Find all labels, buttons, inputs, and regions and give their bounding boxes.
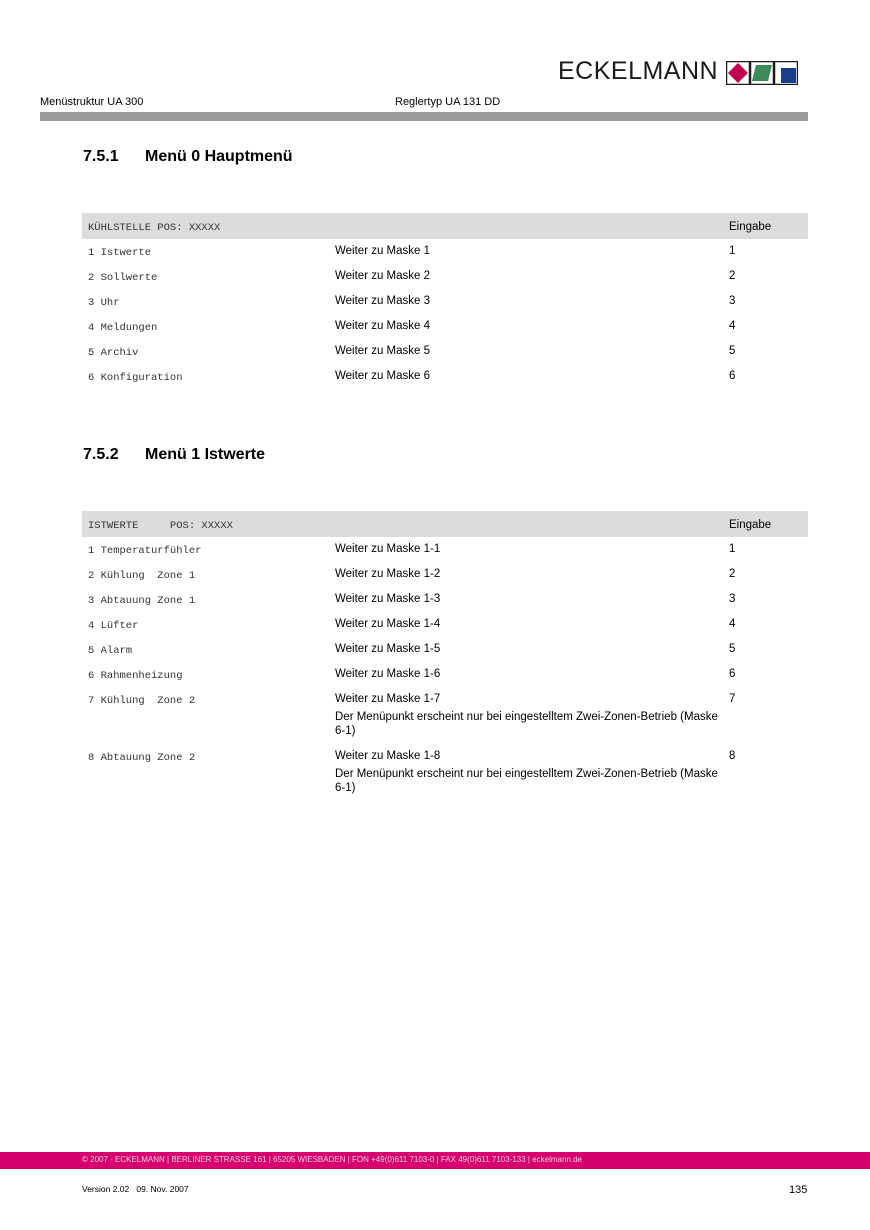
row-text: Weiter zu Maske 1-7 — [335, 693, 441, 705]
row-text: Weiter zu Maske 4 — [335, 320, 431, 332]
header-controller-type: Reglertyp UA 131 DD — [395, 96, 501, 108]
menu-table-actual-values — [82, 511, 808, 801]
row-label: 2 Kühlung Zone 1 — [88, 570, 196, 582]
table-row — [82, 587, 808, 612]
row-label: 5 Archiv — [88, 347, 139, 359]
table-row — [82, 239, 808, 264]
table-row — [82, 662, 808, 687]
row-text: Weiter zu Maske 5 — [335, 345, 431, 357]
row-input: 6 — [729, 370, 736, 382]
section-title: Menü 0 Hauptmenü — [145, 148, 293, 165]
row-input: 3 — [729, 295, 736, 307]
section-heading-main-menu — [83, 148, 293, 166]
table-header-screen: ISTWERTE POS: XXXXX — [88, 520, 233, 532]
table-header-input: Eingabe — [729, 519, 772, 531]
table-row — [82, 562, 808, 587]
logo-text: ECKELMANN — [558, 57, 719, 85]
company-logo — [558, 57, 796, 86]
row-text: Weiter zu Maske 1-2 — [335, 568, 441, 580]
row-text: Weiter zu Maske 2 — [335, 270, 431, 282]
row-input: 6 — [729, 668, 736, 680]
version-info: Version 2.02 09. Nov. 2007 — [82, 1184, 189, 1194]
row-input: 2 — [729, 568, 736, 580]
header-divider — [40, 112, 808, 121]
table-row — [82, 537, 808, 562]
row-input: 4 — [729, 618, 736, 630]
menu-table-main — [82, 213, 808, 389]
row-input: 1 — [729, 543, 736, 555]
table-row — [82, 264, 808, 289]
row-label: 5 Alarm — [88, 645, 133, 657]
row-label: 8 Abtauung Zone 2 — [88, 752, 196, 764]
row-input: 2 — [729, 270, 736, 282]
row-text: Weiter zu Maske 1 — [335, 245, 431, 257]
table-row — [82, 637, 808, 662]
table-row — [82, 339, 808, 364]
row-text: Weiter zu Maske 1-8 — [335, 750, 441, 762]
row-text: Weiter zu Maske 1-5 — [335, 643, 441, 655]
table-row — [82, 289, 808, 314]
row-input: 8 — [729, 750, 736, 762]
row-text: Weiter zu Maske 6 — [335, 370, 431, 382]
table-row — [82, 687, 808, 744]
row-text: Weiter zu Maske 1-3 — [335, 593, 441, 605]
table-row — [82, 612, 808, 637]
row-label: 2 Sollwerte — [88, 272, 158, 284]
row-input: 5 — [729, 345, 736, 357]
table-row — [82, 314, 808, 339]
row-text: Weiter zu Maske 3 — [335, 295, 431, 307]
section-number: 7.5.2 — [83, 446, 119, 463]
page-number: 135 — [789, 1184, 808, 1196]
row-note: Der Menüpunkt erscheint nur bei eingestelltem Zwei-Zonen-Betrieb (Maske 6-1) — [335, 711, 718, 737]
row-label: 6 Konfiguration — [88, 372, 183, 384]
row-label: 4 Lüfter — [88, 620, 139, 632]
header-document-title: Menüstruktur UA 300 — [40, 96, 144, 108]
section-number: 7.5.1 — [83, 148, 119, 165]
row-label: 3 Abtauung Zone 1 — [88, 595, 196, 607]
logo-rhombus-icon — [750, 61, 772, 83]
row-input: 3 — [729, 593, 736, 605]
logo-square-icon — [774, 61, 796, 83]
logo-marks — [724, 61, 796, 83]
row-note: Der Menüpunkt erscheint nur bei eingestelltem Zwei-Zonen-Betrieb (Maske 6-1) — [335, 768, 718, 794]
row-input: 5 — [729, 643, 736, 655]
row-label: 6 Rahmenheizung — [88, 670, 183, 682]
row-input: 4 — [729, 320, 736, 332]
row-label: 7 Kühlung Zone 2 — [88, 695, 196, 707]
table-row — [82, 364, 808, 389]
row-text: Weiter zu Maske 1-4 — [335, 618, 441, 630]
footer-contact: © 2007 - ECKELMANN | BERLINER STRASSE 161 | 65205 WIESBADEN | FON +49(0)611 7103-0 | FAX 49(0)611 7103-133 | eckelmann.de — [82, 1155, 583, 1164]
table-header — [82, 213, 808, 239]
row-label: 3 Uhr — [88, 297, 120, 309]
section-heading-actual-values — [83, 446, 265, 464]
table-header-screen: KÜHLSTELLE POS: XXXXX — [88, 222, 221, 234]
row-label: 1 Temperaturfühler — [88, 545, 202, 557]
table-row — [82, 744, 808, 801]
footer-bar — [0, 1152, 870, 1169]
logo-diamond-icon — [726, 61, 748, 83]
row-text: Weiter zu Maske 1-6 — [335, 668, 441, 680]
section-title: Menü 1 Istwerte — [145, 446, 266, 463]
row-label: 4 Meldungen — [88, 322, 158, 334]
row-input: 1 — [729, 245, 736, 257]
row-text: Weiter zu Maske 1-1 — [335, 543, 441, 555]
row-label: 1 Istwerte — [88, 247, 152, 259]
table-header — [82, 511, 808, 537]
row-input: 7 — [729, 693, 736, 705]
table-header-input: Eingabe — [729, 221, 772, 233]
